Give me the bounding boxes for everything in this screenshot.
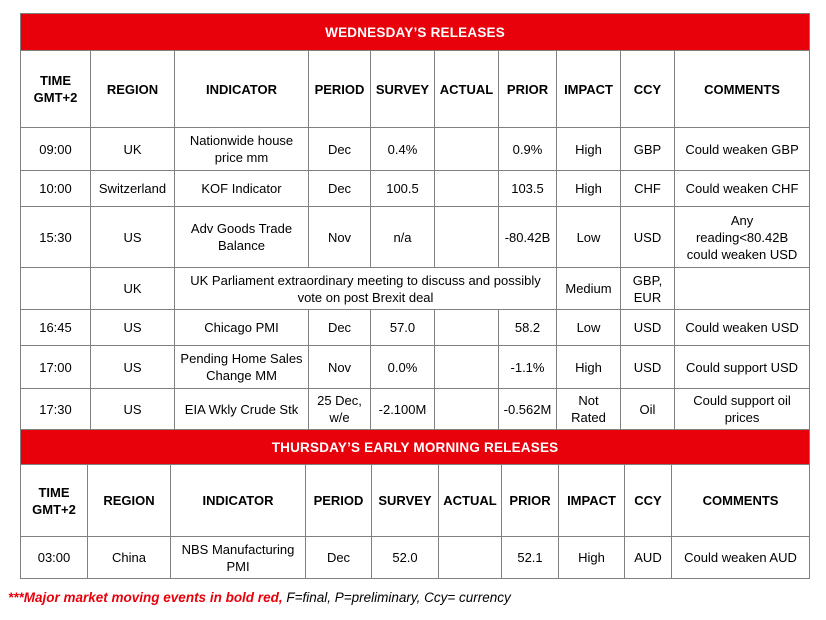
actual-cell	[435, 346, 499, 389]
col-actual-header: ACTUAL	[435, 51, 499, 128]
survey-cell: 52.0	[372, 537, 439, 579]
region-cell: UK	[91, 128, 175, 171]
prior-cell: -1.1%	[499, 346, 557, 389]
ccy-cell: USD	[621, 310, 675, 346]
region-cell: US	[91, 310, 175, 346]
table-row	[21, 310, 810, 346]
table-row	[21, 171, 810, 207]
col-survey-header: SURVEY	[371, 51, 435, 128]
prior-cell: 58.2	[499, 310, 557, 346]
col-prior-header: PRIOR	[502, 465, 559, 537]
actual-cell	[435, 310, 499, 346]
col-impact-header: IMPACT	[559, 465, 625, 537]
period-cell: Nov	[309, 207, 371, 268]
comments-cell: Could support USD	[675, 346, 810, 389]
col-time-header: TIME GMT+2	[21, 465, 88, 537]
impact-cell: Not Rated	[557, 389, 621, 430]
indicator-cell: Adv Goods Trade Balance	[175, 207, 309, 268]
table-row	[21, 207, 810, 268]
impact-cell: High	[557, 171, 621, 207]
col-comments-header: COMMENTS	[675, 51, 810, 128]
impact-cell: Low	[557, 207, 621, 268]
survey-cell: 0.4%	[371, 128, 435, 171]
period-cell: 25 Dec, w/e	[309, 389, 371, 430]
survey-cell: 100.5	[371, 171, 435, 207]
region-cell: US	[91, 346, 175, 389]
prior-cell: 52.1	[502, 537, 559, 579]
ccy-cell: AUD	[625, 537, 672, 579]
comments-cell: Could support oil prices	[675, 389, 810, 430]
period-cell: Dec	[309, 171, 371, 207]
table-row	[21, 537, 810, 579]
col-time-header: TIME GMT+2	[21, 51, 91, 128]
thursday-title: THURSDAY’S EARLY MORNING RELEASES	[21, 430, 810, 465]
comments-cell: Any reading<80.42B could weaken USD	[675, 207, 810, 268]
col-impact-header: IMPACT	[557, 51, 621, 128]
indicator-cell: Nationwide house price mm	[175, 128, 309, 171]
survey-cell: 0.0%	[371, 346, 435, 389]
region-cell: China	[88, 537, 171, 579]
col-prior-header: PRIOR	[499, 51, 557, 128]
prior-cell: -80.42B	[499, 207, 557, 268]
col-region-header: REGION	[91, 51, 175, 128]
indicator-cell: Pending Home Sales Change MM	[175, 346, 309, 389]
ccy-cell: USD	[621, 346, 675, 389]
comments-cell: Could weaken USD	[675, 310, 810, 346]
survey-cell: -2.100M	[371, 389, 435, 430]
region-cell: Switzerland	[91, 171, 175, 207]
time-cell: 09:00	[21, 128, 91, 171]
prior-cell: 0.9%	[499, 128, 557, 171]
ccy-cell: GBP	[621, 128, 675, 171]
time-cell: 03:00	[21, 537, 88, 579]
wednesday-releases-table	[20, 13, 810, 430]
indicator-cell: Chicago PMI	[175, 310, 309, 346]
impact-cell: High	[557, 346, 621, 389]
region-cell: US	[91, 207, 175, 268]
ccy-cell: USD	[621, 207, 675, 268]
period-cell: Dec	[306, 537, 372, 579]
col-region-header: REGION	[88, 465, 171, 537]
ccy-cell: CHF	[621, 171, 675, 207]
table-row	[21, 268, 810, 310]
col-ccy-header: CCY	[621, 51, 675, 128]
impact-cell: Medium	[557, 268, 621, 310]
header-row	[21, 51, 810, 128]
col-ccy-header: CCY	[625, 465, 672, 537]
time-cell: 16:45	[21, 310, 91, 346]
thursday-releases-table	[20, 429, 810, 579]
col-actual-header: ACTUAL	[439, 465, 502, 537]
indicator-cell: UK Parliament extraordinary meeting to discuss and possibly vote on post Brexit deal	[175, 268, 557, 310]
table-row	[21, 128, 810, 171]
actual-cell	[439, 537, 502, 579]
comments-cell: Could weaken AUD	[672, 537, 810, 579]
comments-cell: Could weaken GBP	[675, 128, 810, 171]
impact-cell: High	[557, 128, 621, 171]
indicator-cell: EIA Wkly Crude Stk	[175, 389, 309, 430]
ccy-cell: Oil	[621, 389, 675, 430]
comments-cell: Could weaken CHF	[675, 171, 810, 207]
prior-cell: -0.562M	[499, 389, 557, 430]
indicator-cell: KOF Indicator	[175, 171, 309, 207]
time-cell: 17:00	[21, 346, 91, 389]
time-cell: 15:30	[21, 207, 91, 268]
time-cell	[21, 268, 91, 310]
comments-cell	[675, 268, 810, 310]
indicator-cell: NBS Manufacturing PMI	[171, 537, 306, 579]
actual-cell	[435, 171, 499, 207]
col-period-header: PERIOD	[309, 51, 371, 128]
period-cell: Dec	[309, 128, 371, 171]
col-indicator-header: INDICATOR	[171, 465, 306, 537]
col-survey-header: SURVEY	[372, 465, 439, 537]
actual-cell	[435, 207, 499, 268]
actual-cell	[435, 389, 499, 430]
wednesday-title: WEDNESDAY’S RELEASES	[21, 14, 810, 51]
col-indicator-header: INDICATOR	[175, 51, 309, 128]
time-cell: 10:00	[21, 171, 91, 207]
region-cell: UK	[91, 268, 175, 310]
period-cell: Nov	[309, 346, 371, 389]
impact-cell: Low	[557, 310, 621, 346]
actual-cell	[435, 128, 499, 171]
table-row	[21, 346, 810, 389]
col-comments-header: COMMENTS	[672, 465, 810, 537]
footnote	[8, 590, 511, 605]
period-cell: Dec	[309, 310, 371, 346]
header-row	[21, 465, 810, 537]
table-row	[21, 389, 810, 430]
col-period-header: PERIOD	[306, 465, 372, 537]
footnote-highlight: ***Major market moving events in bold red,	[8, 590, 283, 605]
prior-cell: 103.5	[499, 171, 557, 207]
time-cell: 17:30	[21, 389, 91, 430]
region-cell: US	[91, 389, 175, 430]
footnote-legend: F=final, P=preliminary, Ccy= currency	[282, 590, 511, 605]
ccy-cell: GBP, EUR	[621, 268, 675, 310]
survey-cell: n/a	[371, 207, 435, 268]
impact-cell: High	[559, 537, 625, 579]
survey-cell: 57.0	[371, 310, 435, 346]
